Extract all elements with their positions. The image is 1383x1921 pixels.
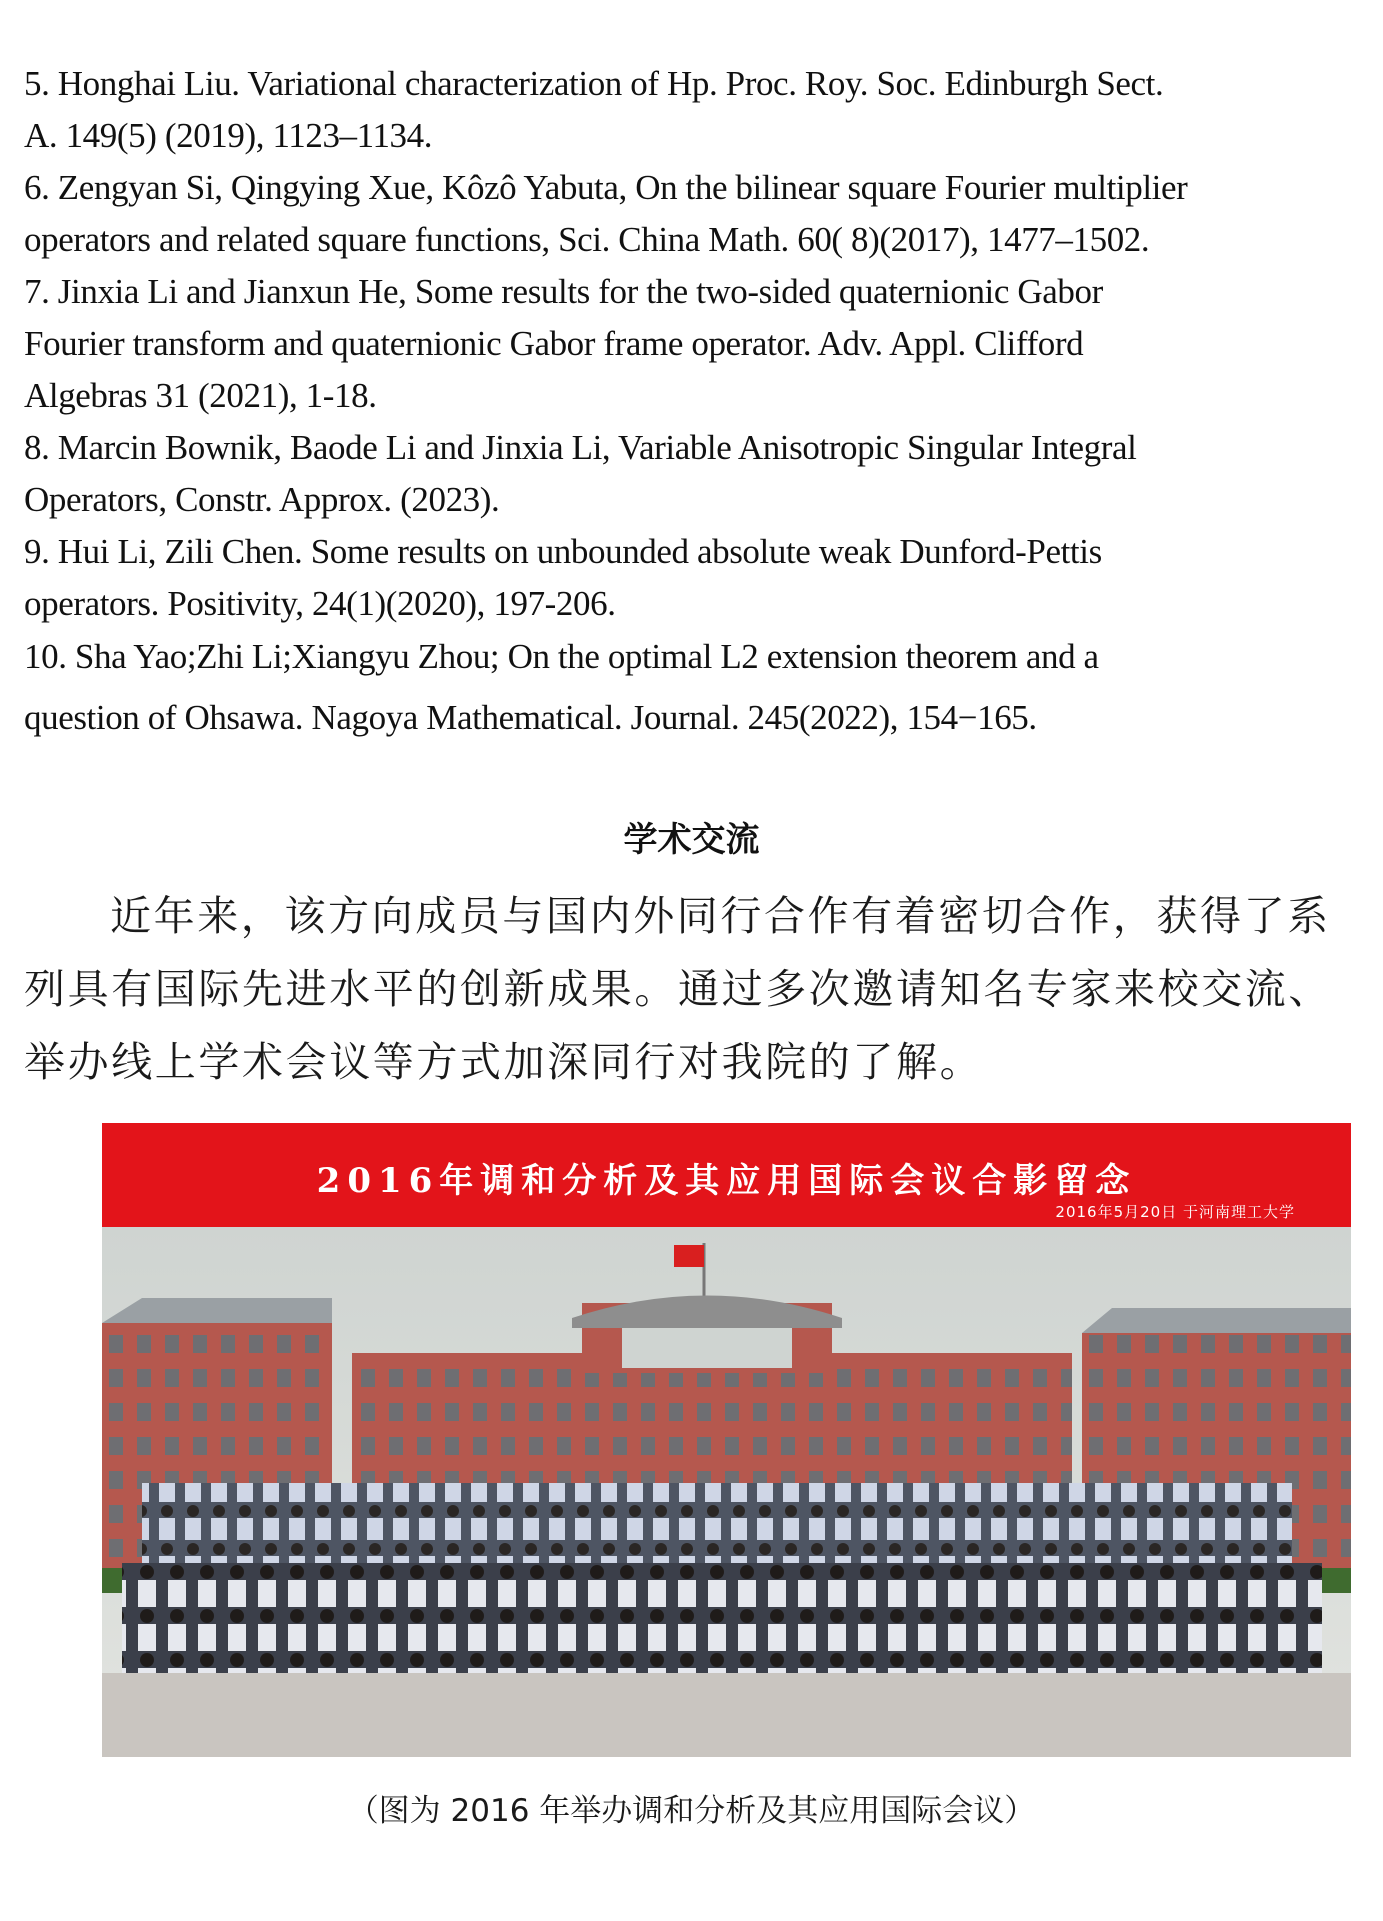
- reference-line: 6. Zengyan Si, Qingying Xue, Kôzô Yabuta, On the bilinear square Fourier multiplier: [24, 168, 1188, 207]
- reference-item: [24, 526, 1344, 630]
- reference-list: [24, 58, 1344, 748]
- photo-banner-date: 2016年5月20日 于河南理工大学: [1055, 1203, 1295, 1221]
- reference-item: [24, 422, 1344, 526]
- group-photo: [102, 1123, 1351, 1757]
- reference-line: question of Ohsawa. Nagoya Mathematical. Journal. 245(2022), 154−165.: [24, 698, 1037, 737]
- reference-line: 8. Marcin Bownik, Baode Li and Jinxia Li, Variable Anisotropic Singular Integral: [24, 428, 1137, 467]
- reference-line: 5. Honghai Liu. Variational characterization of Hp. Proc. Roy. Soc. Edinburgh Sect.: [24, 64, 1164, 103]
- reference-item: [24, 626, 1344, 748]
- section-title: 学术交流: [623, 820, 760, 860]
- reference-line: Operators, Constr. Approx. (2023).: [24, 480, 500, 519]
- photo-banner: [102, 1123, 1351, 1227]
- reference-line: Algebras 31 (2021), 1-18.: [24, 376, 377, 415]
- reference-item: [24, 266, 1344, 422]
- reference-line: A. 149(5) (2019), 1123–1134.: [24, 116, 433, 155]
- reference-line: 9. Hui Li, Zili Chen. Some results on unbounded absolute weak Dunford-Pettis: [24, 532, 1102, 571]
- reference-item: [24, 162, 1344, 266]
- reference-line: 7. Jinxia Li and Jianxun He, Some results for the two-sided quaternionic Gabor: [24, 272, 1103, 311]
- photo-caption: （图为 2016 年举办调和分析及其应用国际会议）: [347, 1793, 1036, 1829]
- reference-item: [24, 58, 1344, 162]
- reference-line: Fourier transform and quaternionic Gabor frame operator. Adv. Appl. Clifford: [24, 324, 1084, 363]
- body-paragraph: 近年来，该方向成员与国内外同行合作有着密切合作，获得了系列具有国际先进水平的创新成果。通过多次邀请知名专家来校交流、举办线上学术会议等方式加深同行对我院的了解。: [24, 892, 1332, 1086]
- reference-line: operators. Positivity, 24(1)(2020), 197-206.: [24, 584, 616, 623]
- reference-line: operators and related square functions, Sci. China Math. 60( 8)(2017), 1477–1502.: [24, 220, 1150, 259]
- photo-banner-title: 2016年调和分析及其应用国际会议合影留念: [316, 1161, 1137, 1201]
- reference-line: 10. Sha Yao;Zhi Li;Xiangyu Zhou; On the optimal L2 extension theorem and a: [24, 637, 1099, 676]
